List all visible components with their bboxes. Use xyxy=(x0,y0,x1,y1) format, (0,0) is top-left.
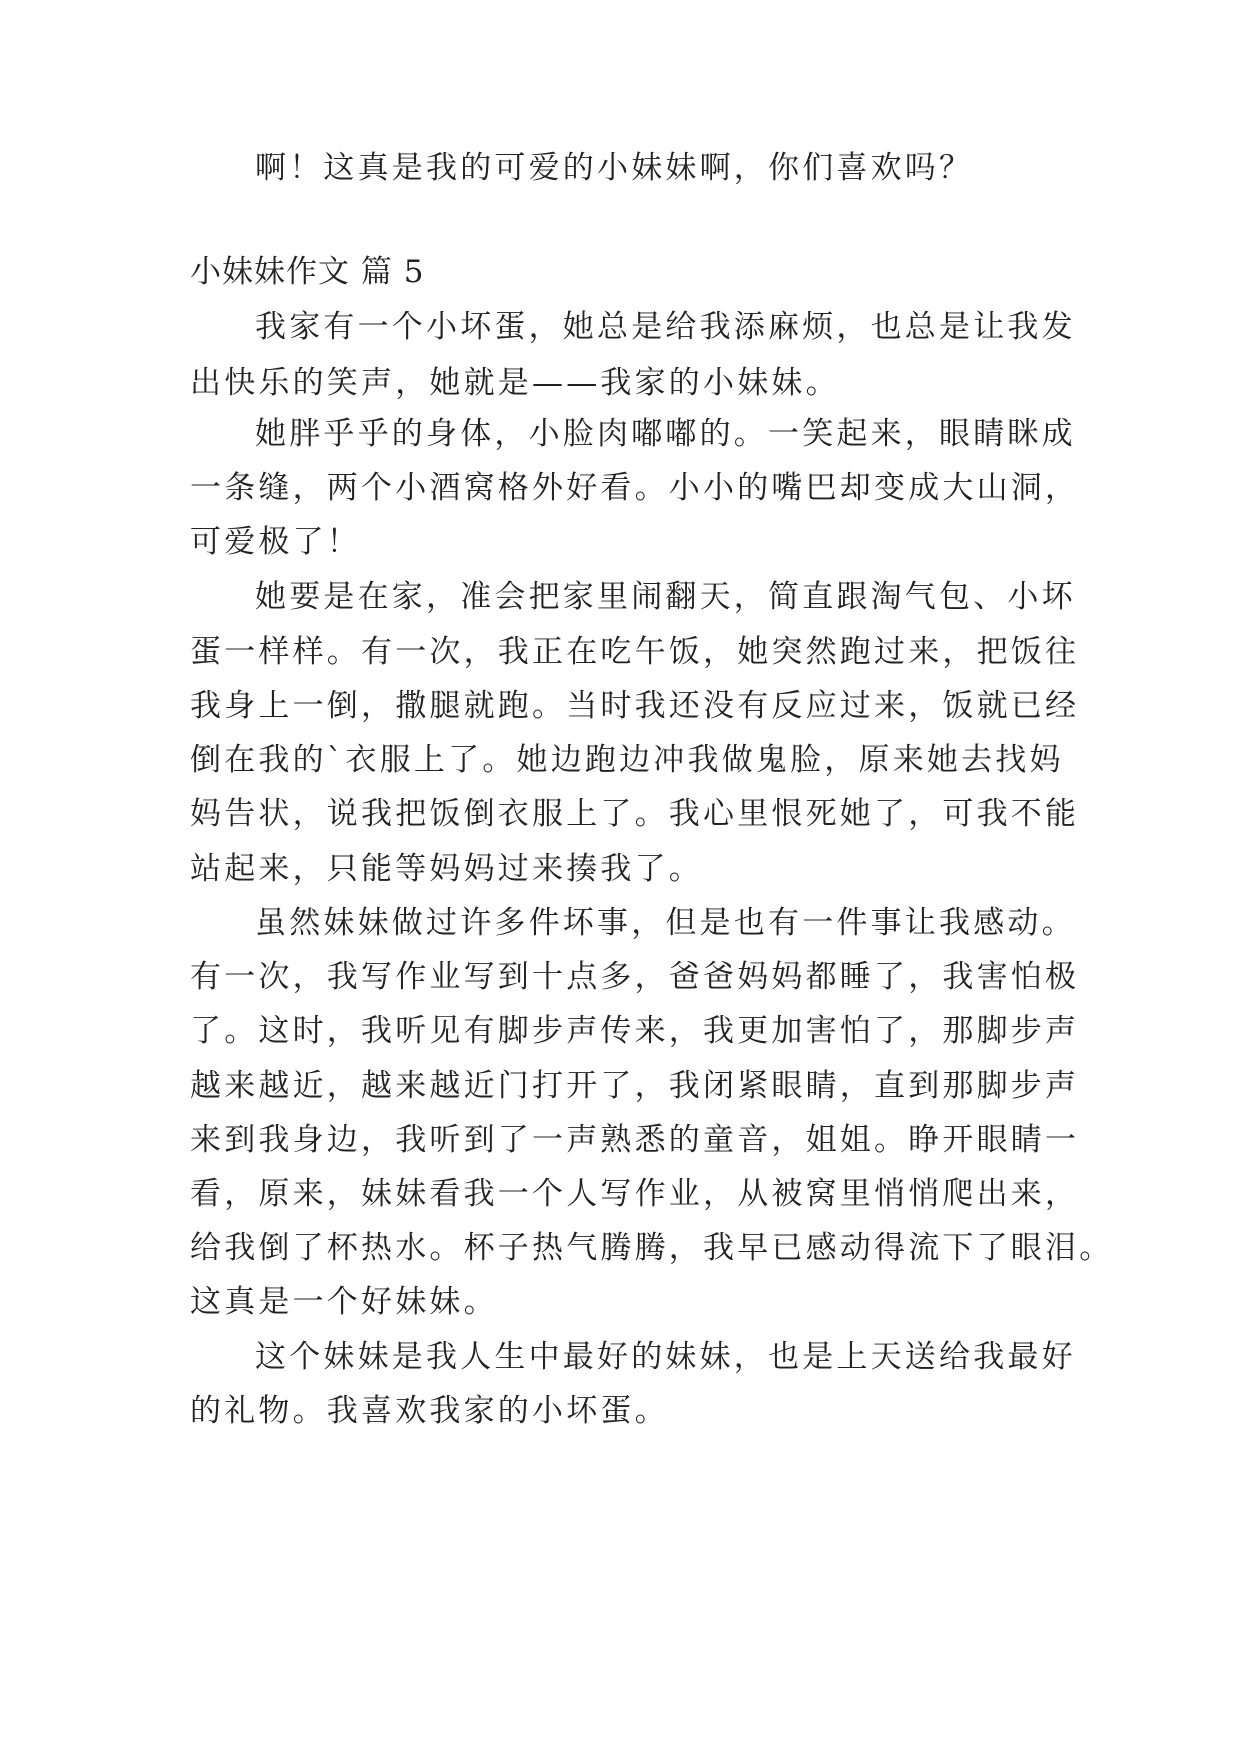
paragraph-line: 一条缝，两个小酒窝格外好看。小小的嘴巴却变成大山洞， xyxy=(190,470,1080,506)
paragraph-line: 虽然妹妹做过许多件坏事，但是也有一件事让我感动。 xyxy=(255,905,1076,941)
paragraph-line: 给我倒了杯热水。杯子热气腾腾，我早已感动得流下了眼泪。 xyxy=(190,1230,1114,1266)
paragraph-line: 蛋一样样。有一次，我正在吃午饭，她突然跑过来，把饭往 xyxy=(190,634,1080,670)
paragraph-line: 倒在我的`衣服上了。她边跑边冲我做鬼脸，原来她去找妈 xyxy=(190,742,1064,778)
paragraph-line: 这个妹妹是我人生中最好的妹妹，也是上天送给我最好 xyxy=(255,1339,1076,1375)
paragraph-line: 有一次，我写作业写到十点多，爸爸妈妈都睡了，我害怕极 xyxy=(190,959,1080,995)
paragraph-line: 我家有一个小坏蛋，她总是给我添麻烦，也总是让我发 xyxy=(255,309,1076,345)
section-title: 小妹妹作文 篇 5 xyxy=(190,254,425,290)
paragraph-line: 她要是在家，准会把家里闹翻天，简直跟淘气包、小坏 xyxy=(255,579,1076,615)
paragraph-line: 站起来，只能等妈妈过来揍我了。 xyxy=(190,851,703,887)
paragraph-line: 妈告状，说我把饭倒衣服上了。我心里恨死她了，可我不能 xyxy=(190,796,1080,832)
paragraph-line: 可爱极了！ xyxy=(190,524,361,560)
paragraph-line: 看，原来，妹妹看我一个人写作业，从被窝里悄悄爬出来， xyxy=(190,1176,1080,1212)
paragraph-line: 了。这时，我听见有脚步声传来，我更加害怕了，那脚步声 xyxy=(190,1013,1080,1049)
closing-line: 啊！这真是我的可爱的小妹妹啊，你们喜欢吗？ xyxy=(255,150,974,186)
paragraph-line: 她胖乎乎的身体，小脸肉嘟嘟的。一笑起来，眼睛眯成 xyxy=(255,416,1076,452)
paragraph-line: 这真是一个好妹妹。 xyxy=(190,1284,498,1320)
paragraph-line: 出快乐的笑声，她就是——我家的小妹妹。 xyxy=(190,365,840,401)
paragraph-line: 越来越近，越来越近门打开了，我闭紧眼睛，直到那脚步声 xyxy=(190,1068,1080,1104)
paragraph-line: 来到我身边，我听到了一声熟悉的童音，姐姐。睁开眼睛一 xyxy=(190,1122,1080,1158)
paragraph-line: 的礼物。我喜欢我家的小坏蛋。 xyxy=(190,1393,669,1429)
paragraph-line: 我身上一倒，撒腿就跑。当时我还没有反应过来，饭就已经 xyxy=(190,688,1080,724)
